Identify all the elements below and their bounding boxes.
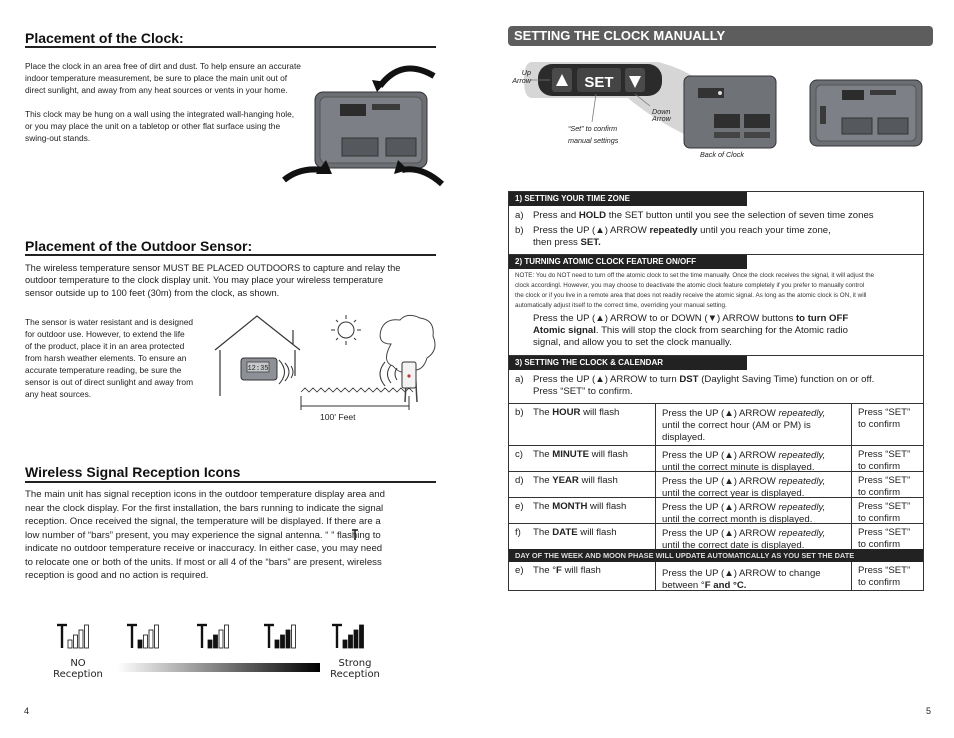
row-letter: d) bbox=[515, 475, 524, 486]
row-letter: f) bbox=[515, 527, 521, 538]
house-clock-display: 12:35 bbox=[247, 365, 269, 373]
row-letter: e) bbox=[515, 565, 524, 576]
signal-strength-icons bbox=[56, 622, 376, 652]
confirm-cell: Press “SET” to confirm bbox=[851, 472, 923, 497]
reception-paragraph: The main unit has signal reception icons in the outdoor temperature display area and near the clock display. For the first installation, the bars running to indicate the signal reception. Once received the signal, the temperature will be displayed. If there are a low number of “bars” present, you may experience the signal antenna. “ ” flashing to indicate no outdoor temperature receive or inaccuracy. In either case, you may need to relocate one or both of the units. If most or all 4 of the “bars” are present, wireless reception is good and no action is required. bbox=[25, 489, 385, 581]
page-number-right: 5 bbox=[926, 706, 932, 716]
signal-bars-icon bbox=[196, 622, 232, 650]
instruction-row bbox=[509, 403, 923, 445]
row-text: signal, and allow you to set the clock manually. bbox=[533, 337, 732, 348]
page-number-left: 4 bbox=[24, 706, 30, 716]
row-letter: c) bbox=[515, 449, 523, 460]
instruction-table bbox=[508, 191, 924, 591]
row-text: Press the UP (▲) ARROW to or DOWN (▼) ARROW buttons to turn OFF bbox=[533, 313, 849, 324]
button-panel-diagram bbox=[508, 54, 778, 162]
row-text: Press the UP (▲) ARROW to turn DST (Daylight Saving Time) function on or off. bbox=[533, 374, 875, 385]
instruction-row bbox=[509, 523, 923, 549]
action-cell: Press the UP (▲) ARROW repeatedly, until the correct minute is displayed. bbox=[655, 446, 851, 471]
footer-bar: DAY OF THE WEEK AND MOON PHASE WILL UPDATE AUTOMATICALLY AS YOU SET THE DATE bbox=[509, 549, 923, 562]
section-header: 3) SETTING THE CLOCK & CALENDAR bbox=[509, 356, 747, 370]
up-arrow-label: Up Arrow bbox=[512, 68, 531, 85]
action-cell: Press the UP (▲) ARROW repeatedly, until the correct month is displayed. bbox=[655, 498, 851, 523]
sensor-distance-illustration bbox=[205, 310, 440, 420]
reception-gradient-bar bbox=[117, 663, 320, 672]
clock-back-with-stand-arrows-illustration bbox=[282, 62, 447, 190]
row-letter: e) bbox=[515, 501, 524, 512]
confirm-cell: Press “SET” to confirm bbox=[851, 446, 923, 471]
instruction-row bbox=[509, 206, 923, 254]
page-title: SETTING THE CLOCK MANUALLY bbox=[508, 26, 933, 46]
sensor-placement-paragraph-1: The wireless temperature sensor MUST BE PLACED OUTDOORS to capture and relay the outdoor temperature to the clock display unit. You may place your wireless temperature sensor outside up to 100 feet (30m) from the clock, as shown. bbox=[25, 263, 401, 298]
row-text: The HOUR will flash bbox=[533, 407, 620, 418]
sensor-placement-heading: Placement of the Outdoor Sensor: bbox=[25, 238, 253, 254]
reception-heading: Wireless Signal Reception Icons bbox=[25, 464, 241, 480]
strong-reception-label: Strong Reception bbox=[330, 658, 380, 680]
action-cell: Press the UP (▲) ARROW repeatedly, until the correct date is displayed. bbox=[655, 524, 851, 549]
atomic-note: NOTE: You do NOT need to turn off the atomic clock to set the time manually. Once the clock receives the signal, it will adjust the clock accordingl. However, you may choose to deactivate the atomic clock feature completely if you prefer to manually control the clock or if you live in a remote area that does not readily receive the atomic signal. As long as the atomic clock is ON, it will automatically adjust itself to the correct time, overriding your manual setting. bbox=[515, 272, 875, 309]
action-cell: Press the UP (▲) ARROW to change between °F and °C. bbox=[655, 562, 851, 590]
signal-bars-icon bbox=[263, 622, 299, 650]
action-cell: Press the UP (▲) ARROW repeatedly, until the correct hour (AM or PM) is displayed. bbox=[655, 404, 851, 445]
row-text: The YEAR will flash bbox=[533, 475, 618, 486]
clock-placement-paragraph-1: Place the clock in an area free of dirt and dust. To help ensure an accurate indoor temperature measurement, be sure to place the main unit out of direct sunlight, and away from any heat sources or vents in your home. bbox=[25, 61, 301, 95]
sensor-placement-paragraph-2: The sensor is water resistant and is designed for outdoor use. However, to extend the life of the product, place it in an area protected from harsh weather elements. To ensure an accurate temperature reading, be sure the sensor is out of direct sunlight and away from any heat sources. bbox=[25, 317, 194, 399]
row-text: The °F will flash bbox=[533, 565, 601, 576]
row-letter: b) bbox=[515, 225, 524, 236]
action-cell: Press the UP (▲) ARROW repeatedly, until the correct year is displayed. bbox=[655, 472, 851, 497]
instruction-row bbox=[509, 562, 923, 590]
row-text: then press SET. bbox=[533, 237, 601, 248]
clock-back-illustration bbox=[808, 78, 924, 148]
instruction-row bbox=[509, 370, 923, 403]
set-confirm-caption: “Set” to confirm manual settings bbox=[568, 124, 619, 145]
confirm-cell: Press “SET” to confirm bbox=[851, 524, 923, 549]
confirm-cell: Press “SET” to confirm bbox=[851, 498, 923, 523]
row-text: The DATE will flash bbox=[533, 527, 617, 538]
section-header: 2) TURNING ATOMIC CLOCK FEATURE ON/OFF bbox=[509, 255, 747, 269]
instruction-row bbox=[509, 497, 923, 523]
heading-rule bbox=[25, 254, 436, 256]
instruction-row bbox=[509, 445, 923, 471]
row-text: The MONTH will flash bbox=[533, 501, 627, 512]
clock-placement-heading: Placement of the Clock: bbox=[25, 30, 184, 46]
set-button: SET bbox=[584, 74, 614, 91]
instruction-row bbox=[509, 313, 923, 355]
distance-label: 100' Feet bbox=[320, 412, 356, 422]
row-letter: b) bbox=[515, 407, 524, 418]
down-arrow-label: Down Arrow bbox=[652, 107, 671, 123]
confirm-cell: Press “SET” to confirm bbox=[851, 404, 923, 445]
antenna-icon bbox=[351, 529, 359, 541]
row-letter: a) bbox=[515, 374, 524, 385]
row-text: Atomic signal. This will stop the clock from searching for the Atomic radio bbox=[533, 325, 848, 336]
section-header: 1) SETTING YOUR TIME ZONE bbox=[509, 192, 747, 206]
clock-placement-paragraph-2: This clock may be hung on a wall using the integrated wall-hanging hole, or you may place the unit on a tabletop or other flat surface using the swing-out stands. bbox=[25, 109, 295, 143]
signal-bars-icon bbox=[56, 622, 92, 650]
confirm-cell: Press “SET” to confirm bbox=[851, 562, 923, 590]
signal-bars-icon bbox=[331, 622, 367, 650]
heading-rule bbox=[25, 481, 436, 483]
row-text: The MINUTE will flash bbox=[533, 449, 628, 460]
row-text: Press “SET” to confirm. bbox=[533, 386, 633, 397]
row-text: Press and HOLD the SET button until you see the selection of seven time zones bbox=[533, 210, 874, 221]
row-text: Press the UP (▲) ARROW repeatedly until you reach your time zone, bbox=[533, 225, 831, 236]
heading-rule bbox=[25, 46, 436, 48]
instruction-row bbox=[509, 471, 923, 497]
signal-bars-icon bbox=[126, 622, 162, 650]
row-letter: a) bbox=[515, 210, 524, 221]
no-reception-label: NO Reception bbox=[53, 658, 103, 680]
back-of-clock-caption: Back of Clock bbox=[700, 150, 744, 159]
